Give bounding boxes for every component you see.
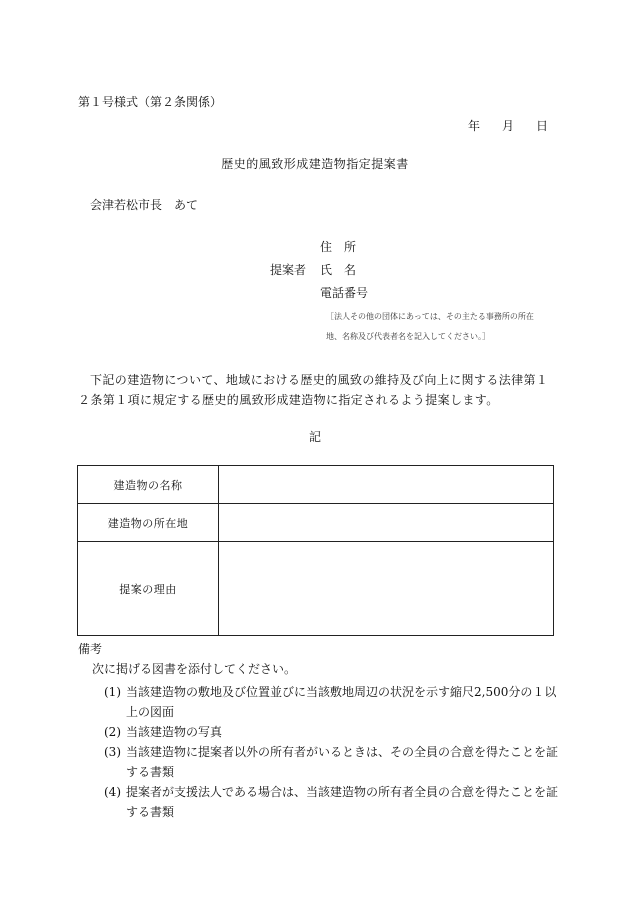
table-row (78, 466, 554, 504)
item-number: (3) (104, 745, 121, 759)
item-number: (2) (104, 725, 121, 739)
addressee-suffix: あて (174, 198, 199, 212)
proposer-label: 提案者 (270, 263, 307, 277)
item-text: 当該建造物の写真 (126, 725, 223, 739)
list-item (104, 782, 559, 822)
date-year-label: 年 (468, 119, 481, 133)
building-location-field[interactable] (219, 504, 554, 542)
item-text: 当該建造物の敷地及び位置並びに当該敷地周辺の状況を示す縮尺2,500分の１以上の図面 (126, 685, 557, 719)
remarks-heading: 備考 (78, 642, 103, 656)
building-name-label: 建造物の名称 (78, 466, 219, 504)
remarks-lead: 次に掲げる図書を添付してください。 (92, 662, 297, 676)
item-text: 提案者が支援法人である場合は、当該建造物の所有者全員の合意を得たことを証する書類 (126, 785, 559, 819)
proposal-statement: 下記の建造物について、地域における歴史的風致の維持及び向上に関する法律第１２条第１項に規定する歴史的風致形成建造物に指定されるよう提案します。 (78, 373, 549, 407)
building-location-label: 建造物の所在地 (78, 504, 219, 542)
name-label: 氏 名 (320, 263, 357, 277)
addressee-name: 会津若松市長 (90, 198, 163, 212)
item-text: 当該建造物に提案者以外の所有者がいるときは、その全員の合意を得たことを証する書類 (126, 745, 559, 779)
list-item (104, 682, 559, 722)
address-label: 住 所 (320, 240, 357, 254)
proposal-reason-label: 提案の理由 (78, 542, 219, 636)
phone-label: 電話番号 (320, 286, 369, 300)
corporate-note-line2: 地、名称及び代表者名を記入してください。］ (326, 332, 490, 341)
list-item (104, 742, 559, 782)
date-month-label: 月 (502, 119, 515, 133)
corporate-note-line1: ［法人その他の団体にあっては、その主たる事務所の所在 (326, 312, 534, 321)
table-row (78, 504, 554, 542)
proposal-reason-field[interactable] (219, 542, 554, 636)
item-number: (4) (104, 785, 121, 799)
item-number: (1) (104, 685, 121, 699)
list-item (104, 722, 559, 742)
ki-heading: 記 (308, 430, 321, 444)
table-row (78, 542, 554, 636)
date-line (468, 119, 548, 133)
form-number: 第１号様式（第２条関係） (78, 95, 223, 109)
building-info-table (77, 465, 554, 636)
building-name-field[interactable] (219, 466, 554, 504)
date-day-label: 日 (536, 119, 549, 133)
document-title: 歴史的風致形成建造物指定提案書 (221, 157, 409, 171)
addressee (90, 198, 198, 212)
